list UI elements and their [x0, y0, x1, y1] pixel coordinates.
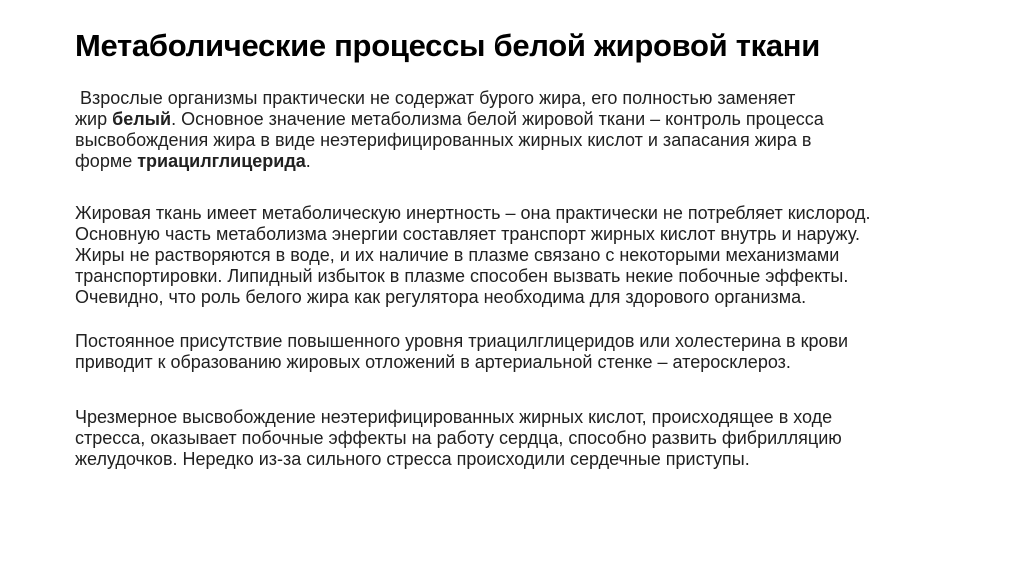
text-segment: . Основное значение метаболизма белой жировой ткани – контроль процесса — [171, 109, 824, 129]
text-segment: Постоянное присутствие повышенного уровня триацилглицеридов или холестерина в крови — [75, 331, 849, 351]
text-line — [75, 449, 842, 470]
paragraph — [75, 203, 871, 308]
text-line — [75, 352, 848, 373]
text-segment: желудочков. Нередко из-за сильного стресса происходили сердечные приступы. — [75, 449, 750, 469]
text-segment: форме — [75, 151, 138, 171]
text-line — [75, 151, 824, 172]
text-segment: стресса, оказывает побочные эффекты на работу сердца, способно развить фибрилляцию — [75, 428, 842, 448]
text-segment: жир — [75, 109, 113, 129]
text-segment: Очевидно, что роль белого жира как регулятора необходима для здорового организма. — [75, 287, 807, 307]
text-line — [75, 428, 842, 449]
text-line — [75, 109, 824, 130]
text-segment: Жиры не растворяются в воде, и их наличие в плазме связано с некоторыми механизмами — [75, 245, 840, 265]
text-line — [75, 130, 824, 151]
paragraph — [75, 407, 842, 470]
text-segment: . — [305, 151, 311, 171]
bold-text-segment: триацилглицерида — [137, 151, 306, 171]
text-segment: приводит к образованию жировых отложений в артериальной стенке – атеросклероз. — [75, 352, 791, 372]
text-line — [75, 331, 848, 352]
slide-title: Метаболические процессы белой жировой ткани — [75, 28, 820, 63]
bold-text-segment: белый — [112, 109, 172, 129]
text-line — [75, 88, 824, 109]
paragraph — [75, 88, 824, 172]
text-segment: Жировая ткань имеет метаболическую инертность – она практически не потребляет кислород. — [75, 203, 871, 223]
text-line — [75, 266, 871, 287]
text-line — [75, 203, 871, 224]
text-segment: высвобождения жира в виде неэтерифицированных жирных кислот и запасания жира в — [75, 130, 812, 150]
paragraph — [75, 331, 848, 373]
text-segment: Чрезмерное высвобождение неэтерифицированных жирных кислот, происходящее в ходе — [75, 407, 833, 427]
text-segment: транспортировки. Липидный избыток в плазме способен вызвать некие побочные эффекты. — [75, 266, 849, 286]
text-line — [75, 224, 871, 245]
text-segment: Основную часть метаболизма энергии составляет транспорт жирных кислот внутрь и наружу. — [75, 224, 860, 244]
text-segment: Взрослые организмы практически не содержат бурого жира, его полностью заменяет — [75, 88, 796, 108]
text-line — [75, 245, 871, 266]
text-line — [75, 287, 871, 308]
text-line — [75, 407, 842, 428]
